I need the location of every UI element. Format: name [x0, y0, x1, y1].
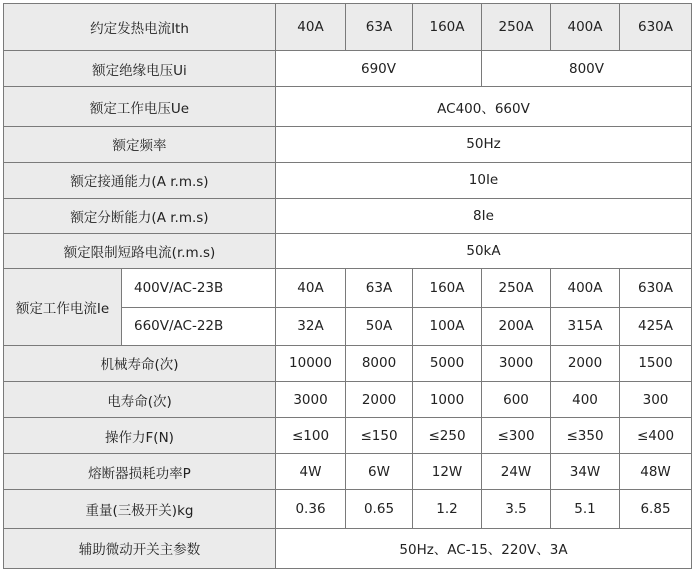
cell-value: 0.65 [346, 490, 413, 528]
row-ui [4, 51, 692, 87]
cell-value: 2000 [551, 345, 620, 381]
cell-value: ≤250 [413, 418, 482, 454]
cell-value: 400 [551, 381, 620, 417]
cell-value: 160A [413, 269, 482, 307]
cell-value: ≤350 [551, 418, 620, 454]
cell-value: 50A [346, 307, 413, 345]
row-breaking-capacity [4, 199, 692, 234]
row-label: 额定接通能力(A r.m.s) [4, 162, 276, 198]
cell-value: 3000 [482, 345, 551, 381]
cell-value: 4W [276, 454, 346, 490]
row-label: 额定分断能力(A r.m.s) [4, 199, 276, 234]
cell-value: 200A [482, 307, 551, 345]
sub-label: 400V/AC-23B [122, 269, 276, 307]
row-ie-ac23 [4, 269, 692, 307]
cell-value: 800V [482, 51, 692, 87]
cell-value: 50Hz、AC-15、220V、3A [276, 528, 692, 568]
cell-value: 0.36 [276, 490, 346, 528]
cell-value: 12W [413, 454, 482, 490]
cell-value: 5000 [413, 345, 482, 381]
cell-value: 50Hz [276, 126, 692, 162]
row-operating-force [4, 418, 692, 454]
row-frequency [4, 126, 692, 162]
row-limited-short-circuit [4, 234, 692, 269]
cell-value: 300 [620, 381, 692, 417]
cell-value: 100A [413, 307, 482, 345]
cell-value: 1.2 [413, 490, 482, 528]
cell-value: AC400、660V [276, 87, 692, 126]
cell-value: 8000 [346, 345, 413, 381]
row-ith [4, 4, 692, 51]
cell-value: 63A [346, 269, 413, 307]
cell-value: 250A [482, 269, 551, 307]
cell-value: 40A [276, 269, 346, 307]
cell-value: 315A [551, 307, 620, 345]
cell-value: 6W [346, 454, 413, 490]
cell-value: 6.85 [620, 490, 692, 528]
row-label: 操作力F(N) [4, 418, 276, 454]
cell-value: 40A [276, 4, 346, 51]
cell-value: 3000 [276, 381, 346, 417]
cell-value: 63A [346, 4, 413, 51]
cell-value: 48W [620, 454, 692, 490]
row-label: 约定发热电流Ith [4, 4, 276, 51]
cell-value: 10Ie [276, 162, 692, 198]
cell-value: 24W [482, 454, 551, 490]
cell-value: 600 [482, 381, 551, 417]
cell-value: 32A [276, 307, 346, 345]
cell-value: 630A [620, 4, 692, 51]
row-label: 额定工作电压Ue [4, 87, 276, 126]
cell-value: 5.1 [551, 490, 620, 528]
cell-value: ≤400 [620, 418, 692, 454]
row-label: 电寿命(次) [4, 381, 276, 417]
cell-value: 50kA [276, 234, 692, 269]
cell-value: 160A [413, 4, 482, 51]
cell-value: 1000 [413, 381, 482, 417]
cell-value: 250A [482, 4, 551, 51]
row-aux-switch [4, 528, 692, 568]
cell-value: 400A [551, 269, 620, 307]
cell-value: 10000 [276, 345, 346, 381]
row-making-capacity [4, 162, 692, 198]
row-electrical-life [4, 381, 692, 417]
cell-value: 630A [620, 269, 692, 307]
row-label: 熔断器损耗功率P [4, 454, 276, 490]
cell-value: 400A [551, 4, 620, 51]
cell-value: ≤100 [276, 418, 346, 454]
row-label: 额定工作电流Ie [4, 269, 122, 345]
cell-value: 2000 [346, 381, 413, 417]
sub-label: 660V/AC-22B [122, 307, 276, 345]
row-fuse-power-loss [4, 454, 692, 490]
cell-value: 8Ie [276, 199, 692, 234]
row-label: 重量(三极开关)kg [4, 490, 276, 528]
row-label: 机械寿命(次) [4, 345, 276, 381]
row-mechanical-life [4, 345, 692, 381]
row-label: 额定限制短路电流(r.m.s) [4, 234, 276, 269]
cell-value: 3.5 [482, 490, 551, 528]
row-label: 额定频率 [4, 126, 276, 162]
row-label: 辅助微动开关主参数 [4, 528, 276, 568]
cell-value: 1500 [620, 345, 692, 381]
cell-value: ≤300 [482, 418, 551, 454]
row-label: 额定绝缘电压Ui [4, 51, 276, 87]
row-weight [4, 490, 692, 528]
cell-value: 425A [620, 307, 692, 345]
cell-value: 34W [551, 454, 620, 490]
cell-value: 690V [276, 51, 482, 87]
row-ue [4, 87, 692, 126]
spec-table [3, 3, 692, 569]
cell-value: ≤150 [346, 418, 413, 454]
